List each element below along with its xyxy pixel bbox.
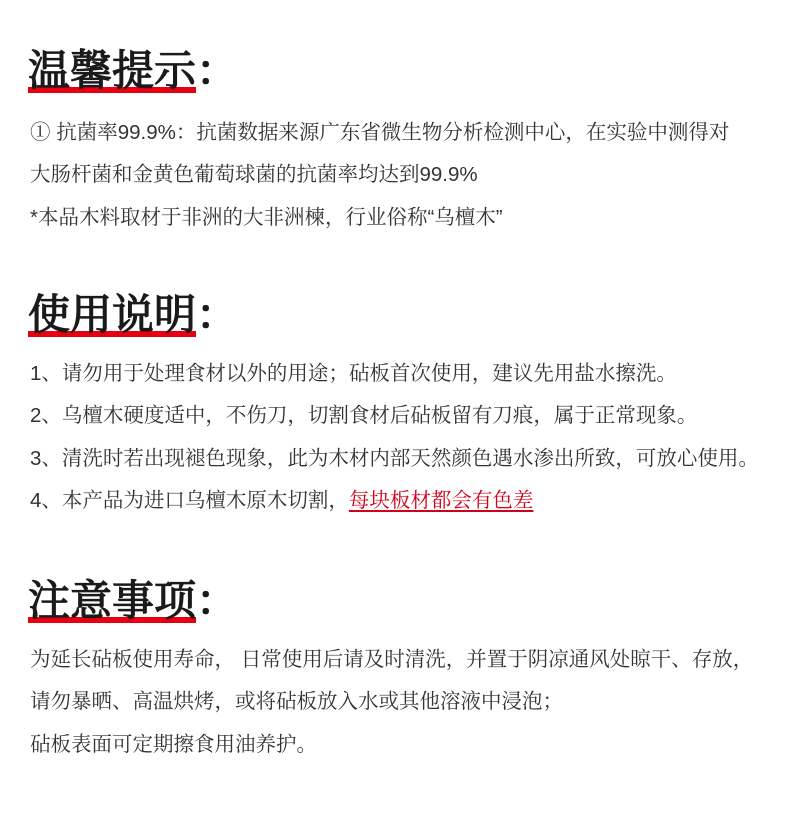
precautions-line: 为延长砧板使用寿命， 日常使用后请及时清洗，并置于阴凉通风处晾干、存放， [30,648,754,671]
tips-paragraph [30,112,729,239]
usage-list [30,353,759,523]
usage-item [30,480,759,522]
heading-title-wrap [28,292,196,338]
heading-title-wrap [28,48,196,94]
usage-item-text: 4、本产品为进口乌檀木原木切割， [30,489,349,513]
heading-colon: ： [196,291,239,338]
tips-line: 大肠杆菌和金黄色葡萄球菌的抗菌率均达到99.9% [30,163,478,187]
heading-colon: ： [196,47,239,94]
precautions-paragraph [30,639,753,766]
usage-item: 2、乌檀木硬度适中，不伤刀，切割食材后砧板留有刀痕，属于正常现象。 [30,404,698,428]
heading-title-wrap [28,578,196,624]
color-difference-highlight: 每块板材都会有色差 [348,489,534,513]
heading-warm-tips [28,48,238,94]
heading-colon: ： [196,577,239,624]
heading-precautions [28,578,238,624]
heading-title: 温馨提示 [28,47,197,94]
heading-title: 注意事项 [28,577,197,624]
tips-line: *本品木料取材于非洲的大非洲楝，行业俗称“乌檀木” [30,205,503,229]
heading-usage [28,292,238,338]
usage-item: 1、请勿用于处理食材以外的用途；砧板首次使用，建议先用盐水擦洗。 [30,362,677,385]
heading-title: 使用说明 [28,291,197,338]
usage-item: 3、清洗时若出现褪色现象，此为木材内部天然颜色遇水渗出所致，可放心使用。 [30,446,759,470]
tips-line: ① 抗菌率99.9%：抗菌数据来源广东省微生物分析检测中心，在实验中测得对 [30,121,730,144]
precautions-line: 请勿暴晒、高温烘烤，或将砧板放入水或其他溶液中浸泡； [30,690,563,714]
precautions-line: 砧板表面可定期擦食用油养护。 [30,732,317,756]
